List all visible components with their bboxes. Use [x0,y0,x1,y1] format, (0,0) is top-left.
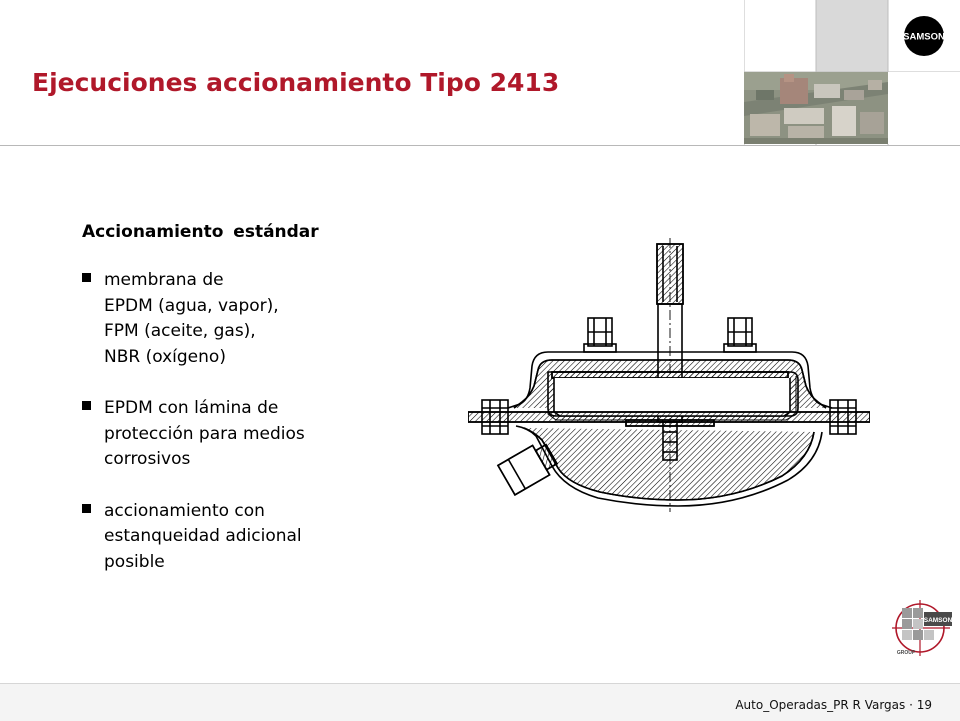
bullet-line: EPDM con lámina de [104,398,279,418]
samson-logo-text: SAMSON [903,31,945,43]
bullet-line: FPM (aceite, gas), [104,321,256,341]
bullet-line: accionamiento con [104,500,265,521]
bullet-item [82,268,412,370]
factory-aerial-photo [744,72,888,144]
bullet-line: posible [104,551,165,572]
bullet-line: NBR (oxígeno) [104,346,226,367]
footer-text: Auto_Operadas_PR R Vargas · 19 [735,698,932,712]
bullet-list [82,268,412,601]
bullet-line: protección para medios [104,423,305,444]
bullet-item [82,499,412,576]
slide-footer [0,683,960,721]
samson-group-logo [892,598,954,660]
bullet-line: membrana de [104,270,224,290]
group-logo-text: SAMSON [923,617,953,624]
bullet-line: EPDM (agua, vapor), [104,295,279,316]
section-heading: Accionamiento estándar [82,222,319,242]
samson-logo [888,0,960,72]
bullet-item [82,396,412,473]
bullet-line: estanqueidad adicional [104,526,302,546]
bullet-line: corrosivos [104,449,191,469]
square-bullet-icon [82,401,91,410]
slide-title: Ejecuciones accionamiento Tipo 2413 [32,68,560,97]
square-bullet-icon [82,273,91,282]
actuator-cross-section-diagram [468,236,870,522]
square-bullet-icon [82,504,91,513]
group-logo-subtext: GROUP [896,650,916,656]
